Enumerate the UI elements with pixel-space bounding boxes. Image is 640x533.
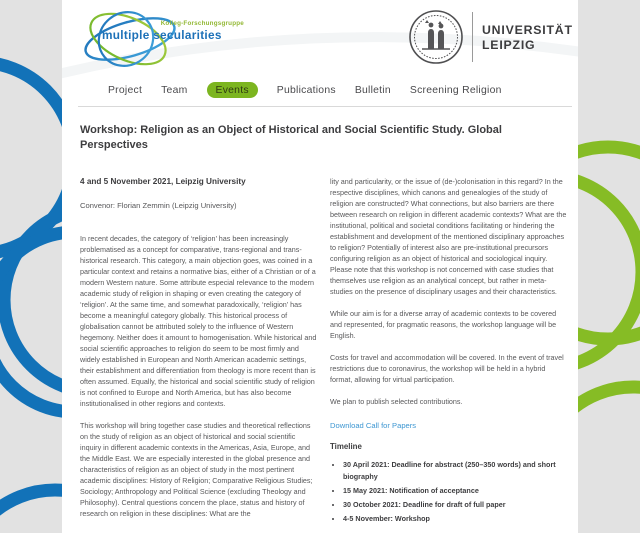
nav-item-bulletin[interactable]: Bulletin: [354, 84, 391, 96]
body-paragraph: We plan to publish selected contributions.: [330, 397, 463, 406]
left-decoration-strip: [0, 0, 62, 533]
university-name-line2: LEIPZIG: [482, 37, 536, 52]
event-date: 4 and 5 November 2021, Leipzig University: [80, 177, 246, 186]
timeline-heading: Timeline: [330, 442, 362, 451]
logo-title: multiple secularities: [102, 28, 222, 42]
timeline-list: [330, 459, 568, 524]
body-paragraph: Costs for travel and accommodation will be covered. In the event of travel restrictions due to coronavirus, the workshop will be held in a hybrid format, allowing for virtual participation.: [330, 353, 564, 384]
nav-item-team[interactable]: Team: [161, 84, 188, 96]
nav-item-project[interactable]: Project: [108, 84, 143, 96]
nav-item-publications[interactable]: Publications: [276, 84, 336, 96]
page-title: Workshop: Religion as an Object of Historical and Social Scientific Study. Global Perspectives: [80, 124, 502, 151]
convenor: Convenor: Florian Zemmin (Leipzig University): [80, 201, 237, 210]
timeline-item: • 30 April 2021: Deadline for abstract (250–350 words) and short biography: [343, 459, 568, 482]
nav-divider: [78, 106, 572, 107]
nav-item-screening-religion[interactable]: Screening Religion: [409, 84, 502, 96]
body-paragraph: In recent decades, the category of ‘religion’ has been increasingly problematised as a concept for comparative, trans-regional and trans-historical research. This category, a main objection goes, was coined in a particular context and retains a normative bias, either of a Christian or of a modern Western nature. Some attribute especial relevance to the modern academic study of religion in shaping or even creating the category of ‘religion’. At the same time, and somewhat paradoxically, ‘religion’ has become a meaningful category globally. This historical process of globalisation cannot be attributed solely to the influence of Western hegemony. Neither does it amount to homogenisation. While historical and social scientific approaches to religion do seem to be most firmly and widely established in European and North American academic settings, their establishment and differentiation from theology is more recent than is often assumed. Equally, the historical and social scientific study of religion is not confined to Europe and North America, but has also become institutionalised in other regions and contexts.: [80, 234, 317, 408]
timeline-item: • 4-5 November: Workshop: [343, 513, 568, 525]
article-right-column: [330, 176, 568, 527]
logo-subtitle: Kolleg-Forschungsgruppe: [160, 20, 244, 27]
body-paragraph: While our aim is for a diverse array of academic contexts to be covered and represented, for pragmatic reasons, the workshop language will be English.: [330, 309, 557, 340]
multiple-secularities-logo[interactable]: [78, 6, 248, 72]
body-paragraph: lity and particularity, or the issue of (de-)colonisation in this regard? In the respective disciplines, which canons and genealogies of the study of religion are constructed? What connections, but also barriers are there between research on religion in different academic contexts? What are the institutional, political and societal conditions facilitating or hindering the establishment and development of the mentioned disciplinary approaches to religion? Potentially of interest also are pre-institutional precursors configuring religion as an object of historical and sociological inquiry. Please note that this workshop is not concerned with case studies that themselves use religion as an analytical concept, but rather in meta-studies on the presence of disciplinary usages and their characteristics.: [330, 177, 567, 296]
download-call-for-papers-link[interactable]: Download Call for Papers: [330, 421, 417, 430]
article-left-column: [80, 176, 317, 530]
body-paragraph: This workshop will bring together case studies and theoretical reflections on the study of religion as an object of historical and social scientific inquiry in different academic contexts in the Americas, Asia, Europe, and the Middle East. We are especially interested in the global presence and characteristics of religion as an object of study in the most pertinent academic disciplines: History of Religion; Comparative Religious Studies; Sociology; Anthropology and Political Science (excluding Theology and Philosophy). Central questions concern the place, status and history of research on religion in these disciplines: What are the: [80, 421, 313, 518]
timeline-item: • 15 May 2021: Notification of acceptance: [343, 485, 568, 497]
nav-item-events[interactable]: Events: [207, 82, 258, 98]
circular-seal-icon: [408, 9, 464, 65]
university-name-line1: UNIVERSITÄT: [482, 23, 573, 37]
timeline-item: • 30 October 2021: Deadline for draft of full paper: [343, 499, 568, 511]
university-leipzig-logo[interactable]: [408, 8, 573, 68]
right-decoration-strip: [578, 0, 640, 533]
logo-divider: [472, 12, 473, 62]
main-navigation: [108, 82, 502, 98]
